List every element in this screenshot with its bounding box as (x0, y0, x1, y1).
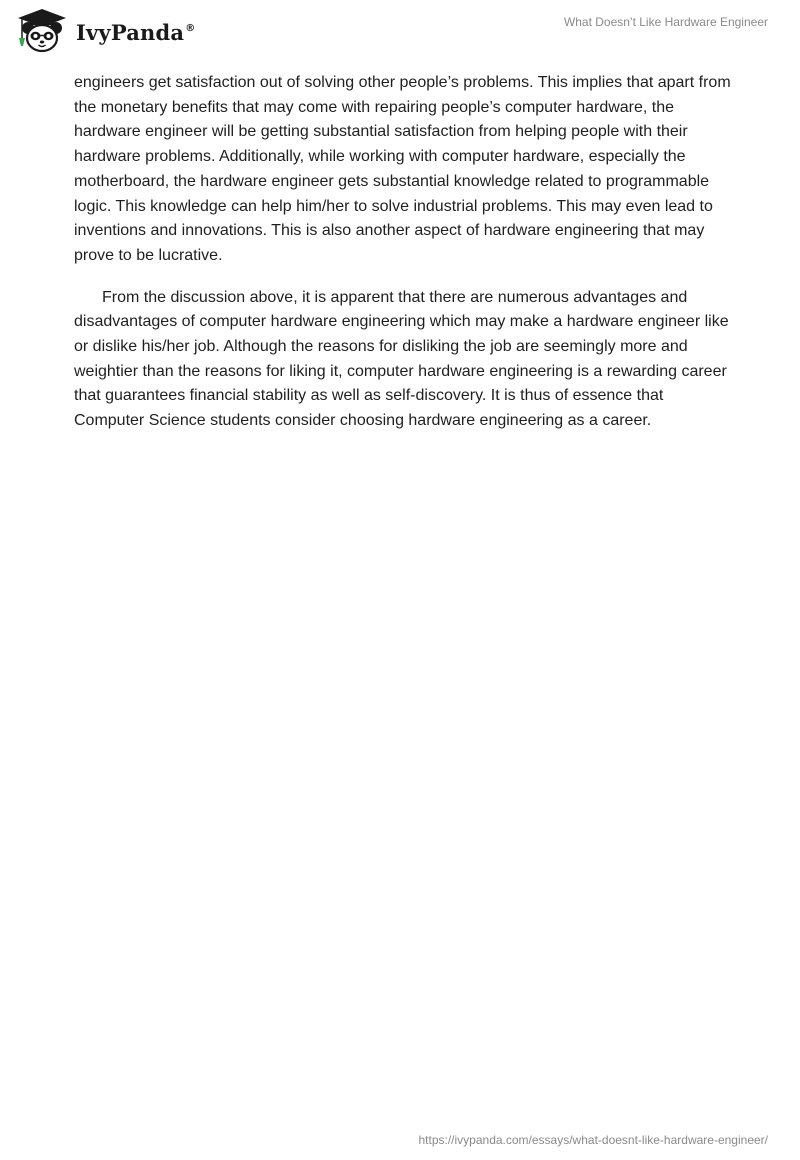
essay-body (74, 71, 734, 451)
brand-name: IvyPanda® (76, 19, 196, 45)
page-header (0, 0, 800, 70)
paragraph: engineers get satisfaction out of solving other people’s problems. This implies that apart from the monetary benefits that may come with repairing people’s computer hardware, the hardware engineer will be getting substantial satisfaction from helping people with their hardware problems. Additionally, while working with computer hardware, especially the motherboard, the hardware engineer gets substantial knowledge related to programmable logic. This knowledge can help him/her to solve industrial problems. This may even lead to inventions and innovations. This is also another aspect of hardware engineering that may prove to be lucrative. (74, 74, 731, 264)
source-url-link[interactable]: https://ivypanda.com/essays/what-doesnt-like-hardware-engineer/ (418, 1133, 768, 1147)
ivypanda-logo[interactable] (14, 8, 195, 54)
document-title: What Doesn’t Like Hardware Engineer (563, 15, 768, 29)
panda-graduation-cap-icon (14, 8, 70, 54)
registered-mark: ® (185, 22, 196, 34)
paragraph: From the discussion above, it is apparent that there are numerous advantages and disadvantages of computer hardware engineering which may make a hardware engineer like or dislike his/her job. Although the reasons for disliking the job are seemingly more and weightier than the reasons for liking it, computer hardware engineering is a rewarding career that guarantees financial stability as well as self-discovery. It is thus of essence that Computer Science students consider choosing hardware engineering as a career. (74, 288, 729, 430)
